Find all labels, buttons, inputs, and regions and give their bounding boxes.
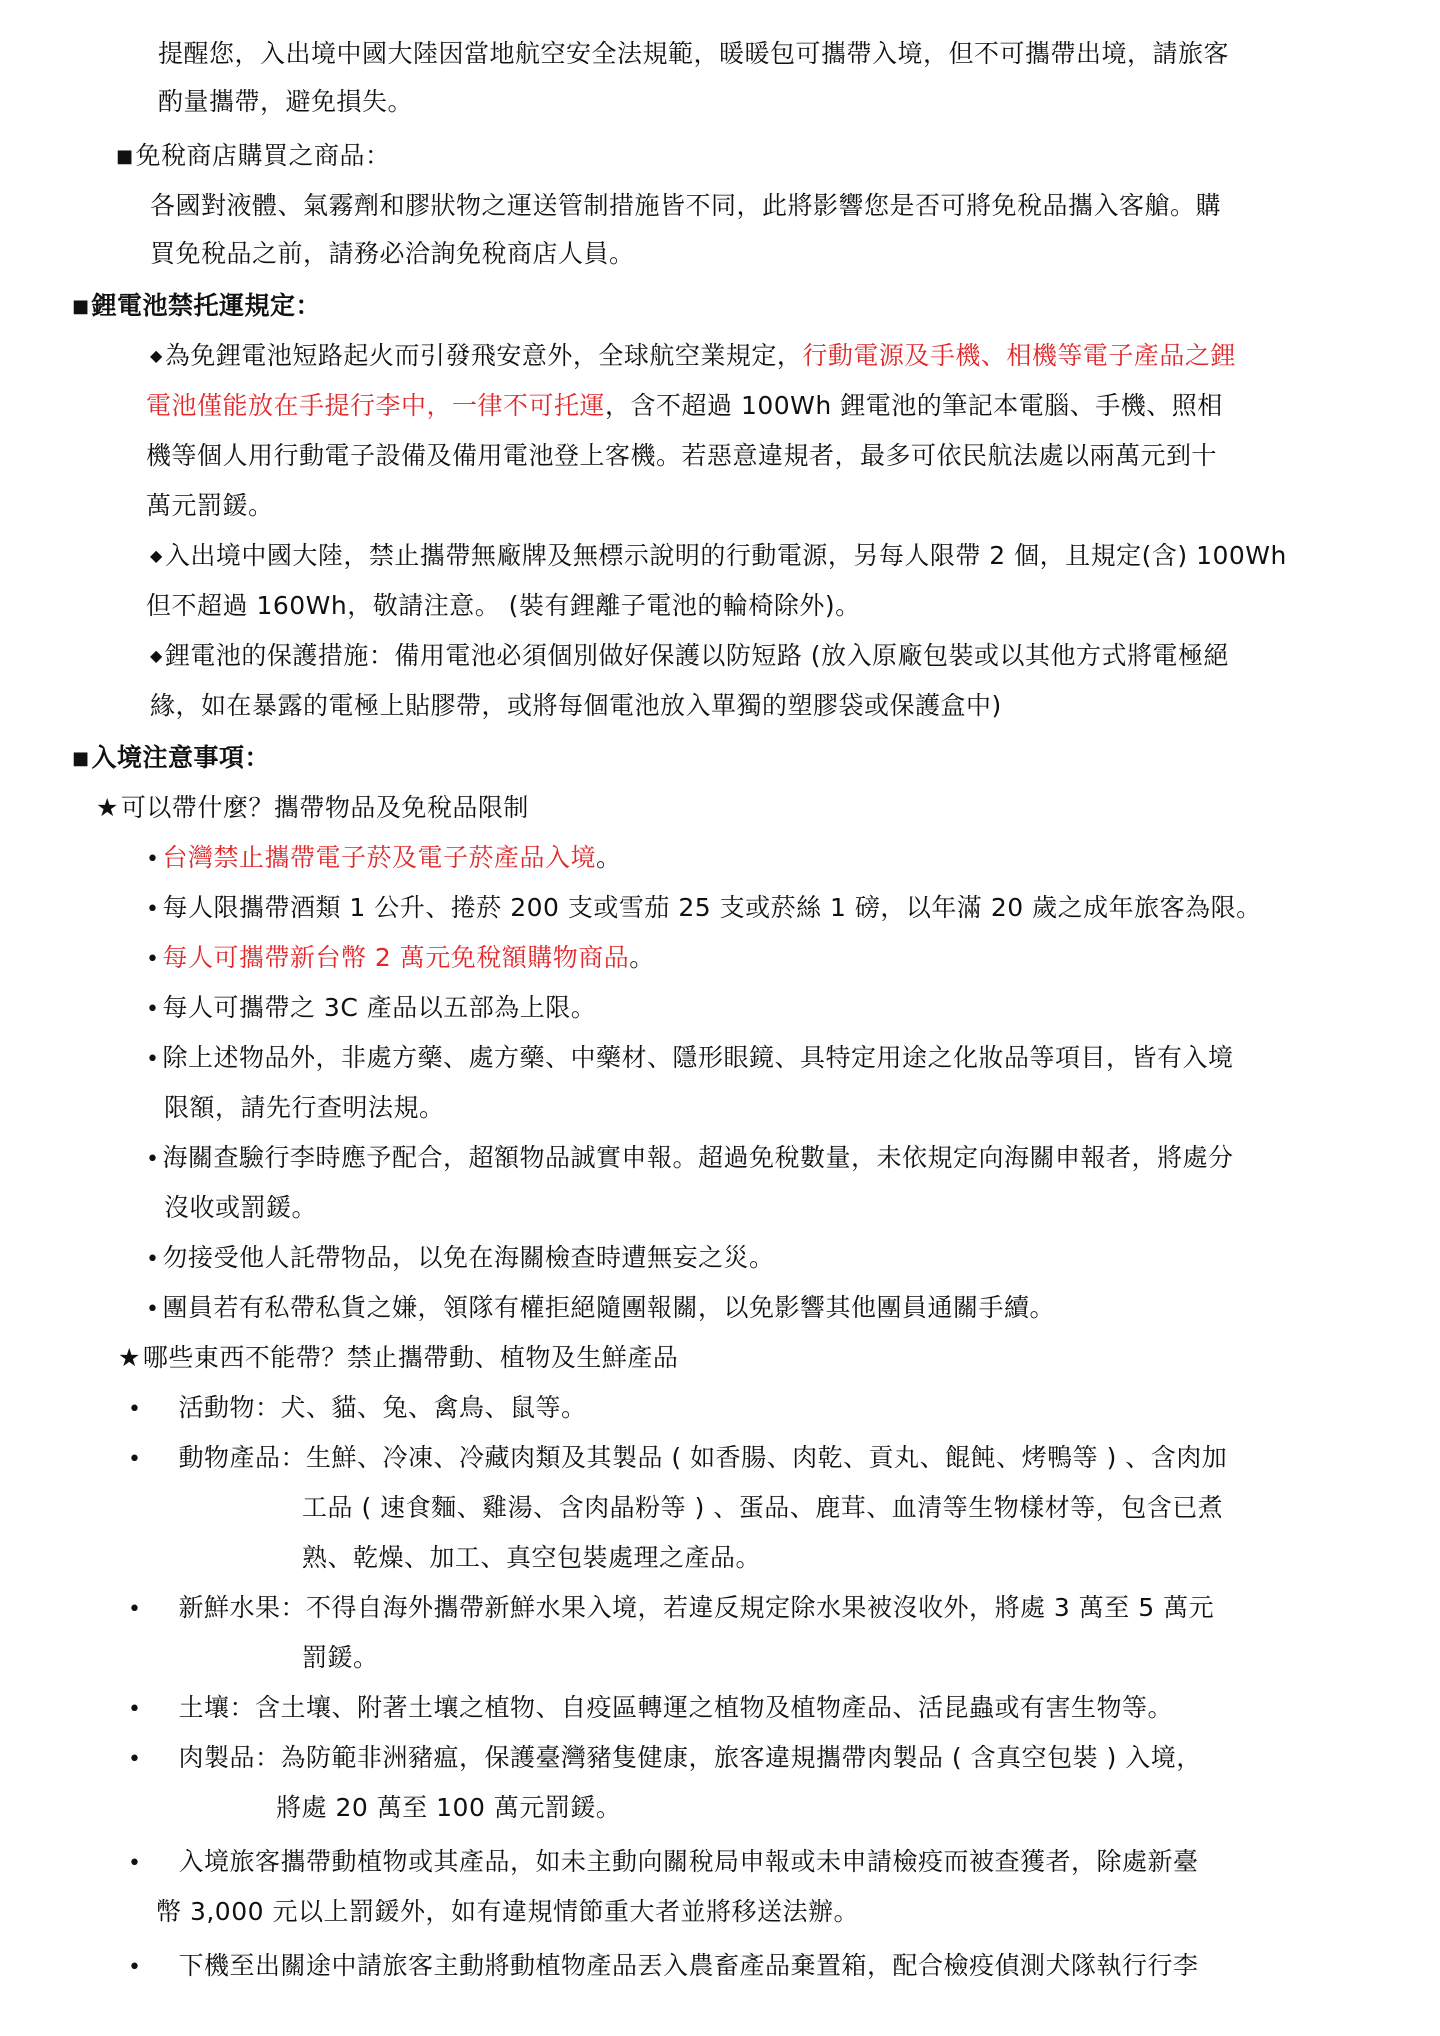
- dot-bullet-icon: •: [146, 897, 160, 922]
- cannot-bring-item-1-text: 活動物：犬、貓、兔、禽鳥、鼠等。: [178, 1393, 587, 1422]
- lithium-item-2-line-1: [150, 538, 1287, 574]
- dot-bullet-icon: •: [146, 947, 160, 972]
- can-bring-heading: [96, 790, 529, 826]
- duty-free-heading: [116, 138, 391, 175]
- lithium-item-3-line-2: 緣，如在暴露的電極上貼膠帶，或將每個電池放入單獨的塑膠袋或保護盒中): [150, 691, 1002, 720]
- duty-free-line-1: 各國對液體、氣霧劑和膠狀物之運送管制措施皆不同，此將影響您是否可將免稅品攜入客艙。購: [150, 191, 1222, 220]
- can-bring-item-7-text: 勿接受他人託帶物品，以免在海關檢查時遭無妄之災。: [162, 1243, 775, 1272]
- dot-bullet-icon: •: [128, 1597, 142, 1622]
- cannot-bring-item-7: [128, 1948, 1199, 1986]
- lithium-item-2-text-1: 入出境中國大陸，禁止攜帶無廠牌及無標示說明的行動電源，另每人限帶 2 個，且規定(含) 100Wh: [164, 541, 1287, 570]
- star-icon: ★: [118, 1343, 141, 1372]
- can-bring-item-3-tail: 。: [629, 943, 655, 972]
- cannot-bring-item-2-line-3: 熟、乾燥、加工、真空包裝處理之產品。: [302, 1543, 762, 1572]
- dot-bullet-icon: •: [146, 1247, 160, 1272]
- dot-bullet-icon: •: [146, 1147, 160, 1172]
- square-bullet-icon: ■: [116, 146, 134, 167]
- cannot-bring-item-3-text-1: 新鮮水果：不得自海外攜帶新鮮水果入境，若違反規定除水果被沒收外，將處 3 萬至 5 萬元: [178, 1593, 1215, 1622]
- dot-bullet-icon: •: [128, 1747, 142, 1772]
- lithium-item-2-line-2: 但不超過 160Wh，敬請注意。 (裝有鋰離子電池的輪椅除外)。: [146, 591, 861, 620]
- lithium-item-1-line-3: 機等個人用行動電子設備及備用電池登上客機。若惡意違規者，最多可依民航法處以兩萬元到十: [146, 441, 1218, 470]
- dot-bullet-icon: •: [128, 1955, 142, 1980]
- diamond-bullet-icon: ◆: [150, 546, 163, 565]
- cannot-bring-heading-text: 哪些東西不能帶？禁止攜帶動、植物及生鮮產品: [142, 1343, 679, 1372]
- cannot-bring-item-5-text-1: 肉製品：為防範非洲豬瘟，保護臺灣豬隻健康，旅客違規攜帶肉製品 ( 含真空包裝 ) 入境，: [178, 1743, 1202, 1772]
- duty-free-line-2: 買免稅品之前，請務必洽詢免稅商店人員。: [150, 239, 635, 268]
- dot-bullet-icon: •: [146, 1297, 160, 1322]
- lithium-item-3-line-1: [150, 638, 1229, 674]
- cannot-bring-item-4-text: 土壤：含土壤、附著土壤之植物、自疫區轉運之植物及植物產品、活昆蟲或有害生物等。: [178, 1693, 1173, 1722]
- cannot-bring-item-7-text: 下機至出關途中請旅客主動將動植物產品丟入農畜產品棄置箱，配合檢疫偵測犬隊執行行李: [178, 1951, 1199, 1980]
- can-bring-item-4-text: 每人可攜帶之 3C 產品以五部為上限。: [162, 993, 597, 1022]
- dot-bullet-icon: •: [146, 997, 160, 1022]
- can-bring-item-1-text: 台灣禁止攜帶電子菸及電子菸產品入境: [162, 843, 596, 872]
- can-bring-item-3-text: 每人可攜帶新台幣 2 萬元免稅額購物商品: [162, 943, 630, 972]
- cannot-bring-item-2-text-1: 動物產品：生鮮、冷凍、冷藏肉類及其製品 ( 如香腸、肉乾、貢丸、餛飩、烤鴨等 ) 、含肉加: [178, 1443, 1228, 1472]
- lithium-heading-text: 鋰電池禁托運規定：: [91, 291, 322, 320]
- can-bring-item-5-line-1: [146, 1040, 1234, 1078]
- can-bring-item-7: [146, 1240, 775, 1278]
- can-bring-item-6-line-1: [146, 1140, 1234, 1178]
- square-bullet-icon: ■: [72, 748, 90, 769]
- intro-line-2: 酌量攜帶，避免損失。: [158, 87, 414, 116]
- can-bring-item-1: [146, 840, 622, 878]
- cannot-bring-item-4: [128, 1690, 1173, 1728]
- can-bring-item-3: [146, 940, 655, 978]
- dot-bullet-icon: •: [128, 1851, 142, 1876]
- can-bring-item-8: [146, 1290, 1055, 1328]
- can-bring-item-6-text-1: 海關查驗行李時應予配合，超額物品誠實申報。超過免稅數量，未依規定向海關申報者，將處分: [162, 1143, 1234, 1172]
- dot-bullet-icon: •: [128, 1697, 142, 1722]
- cannot-bring-item-1: [128, 1390, 587, 1428]
- diamond-bullet-icon: ◆: [150, 646, 163, 665]
- lithium-item-1-line-2: [146, 388, 1223, 424]
- can-bring-item-1-tail: 。: [596, 843, 622, 872]
- cannot-bring-item-6-line-2: 幣 3,000 元以上罰鍰外，如有違規情節重大者並將移送法辦。: [156, 1897, 859, 1926]
- intro-line-1: 提醒您，入出境中國大陸因當地航空安全法規範，暖暖包可攜帶入境，但不可攜帶出境，請旅客: [158, 39, 1230, 68]
- can-bring-item-4: [146, 990, 596, 1028]
- can-bring-heading-text: 可以帶什麼？攜帶物品及免稅品限制: [120, 793, 529, 822]
- cannot-bring-heading: [118, 1340, 678, 1376]
- cannot-bring-item-6-text-1: 入境旅客攜帶動植物或其產品，如未主動向關稅局申報或未申請檢疫而被查獲者，除處新臺: [178, 1847, 1199, 1876]
- can-bring-item-5-text-1: 除上述物品外，非處方藥、處方藥、中藥材、隱形眼鏡、具特定用途之化妝品等項目，皆有入境: [162, 1043, 1234, 1072]
- cannot-bring-item-2-line-1: [128, 1440, 1227, 1478]
- dot-bullet-icon: •: [128, 1447, 142, 1472]
- lithium-item-1-red-1: 行動電源及手機、相機等電子產品之鋰: [802, 341, 1236, 370]
- entry-heading-text: 入境注意事項：: [91, 743, 271, 772]
- diamond-bullet-icon: ◆: [150, 346, 163, 365]
- cannot-bring-item-5-line-1: [128, 1740, 1202, 1778]
- duty-free-heading-text: 免稅商店購買之商品：: [135, 141, 391, 170]
- can-bring-item-2: [146, 890, 1262, 928]
- lithium-item-1-line-4: 萬元罰鍰。: [146, 491, 274, 520]
- lithium-item-1-line-1: [150, 338, 1236, 374]
- dot-bullet-icon: •: [146, 1047, 160, 1072]
- star-icon: ★: [96, 793, 119, 822]
- cannot-bring-item-3-line-2: 罰鍰。: [302, 1643, 379, 1672]
- can-bring-item-5-line-2: 限額，請先行查明法規。: [164, 1093, 445, 1122]
- lithium-item-1-post-2: ，含不超過 100Wh 鋰電池的筆記本電腦、手機、照相: [605, 391, 1223, 420]
- cannot-bring-item-6-line-1: [128, 1844, 1199, 1882]
- lithium-item-1-red-2: 電池僅能放在手提行李中，一律不可托運: [146, 391, 606, 420]
- lithium-item-1-pre: 為免鋰電池短路起火而引發飛安意外，全球航空業規定，: [164, 341, 803, 370]
- cannot-bring-item-5-line-2: 將處 20 萬至 100 萬元罰鍰。: [276, 1793, 622, 1822]
- dot-bullet-icon: •: [128, 1397, 142, 1422]
- lithium-heading: [72, 288, 321, 325]
- dot-bullet-icon: •: [146, 847, 160, 872]
- entry-heading: [72, 740, 270, 777]
- can-bring-item-6-line-2: 沒收或罰鍰。: [164, 1193, 318, 1222]
- lithium-item-3-text-1: 鋰電池的保護措施：備用電池必須個別做好保護以防短路 (放入原廠包裝或以其他方式將電極絕: [164, 641, 1230, 670]
- cannot-bring-item-2-line-2: 工品 ( 速食麵、雞湯、含肉晶粉等 ) 、蛋品、鹿茸、血清等生物樣材等，包含已煮: [302, 1493, 1224, 1522]
- can-bring-item-8-text: 團員若有私帶私貨之嫌，領隊有權拒絕隨團報關，以免影響其他團員通關手續。: [162, 1293, 1055, 1322]
- cannot-bring-item-3-line-1: [128, 1590, 1214, 1628]
- square-bullet-icon: ■: [72, 296, 90, 317]
- can-bring-item-2-text: 每人限攜帶酒類 1 公升、捲菸 200 支或雪茄 25 支或菸絲 1 磅，以年滿 20 歲之成年旅客為限。: [162, 893, 1262, 922]
